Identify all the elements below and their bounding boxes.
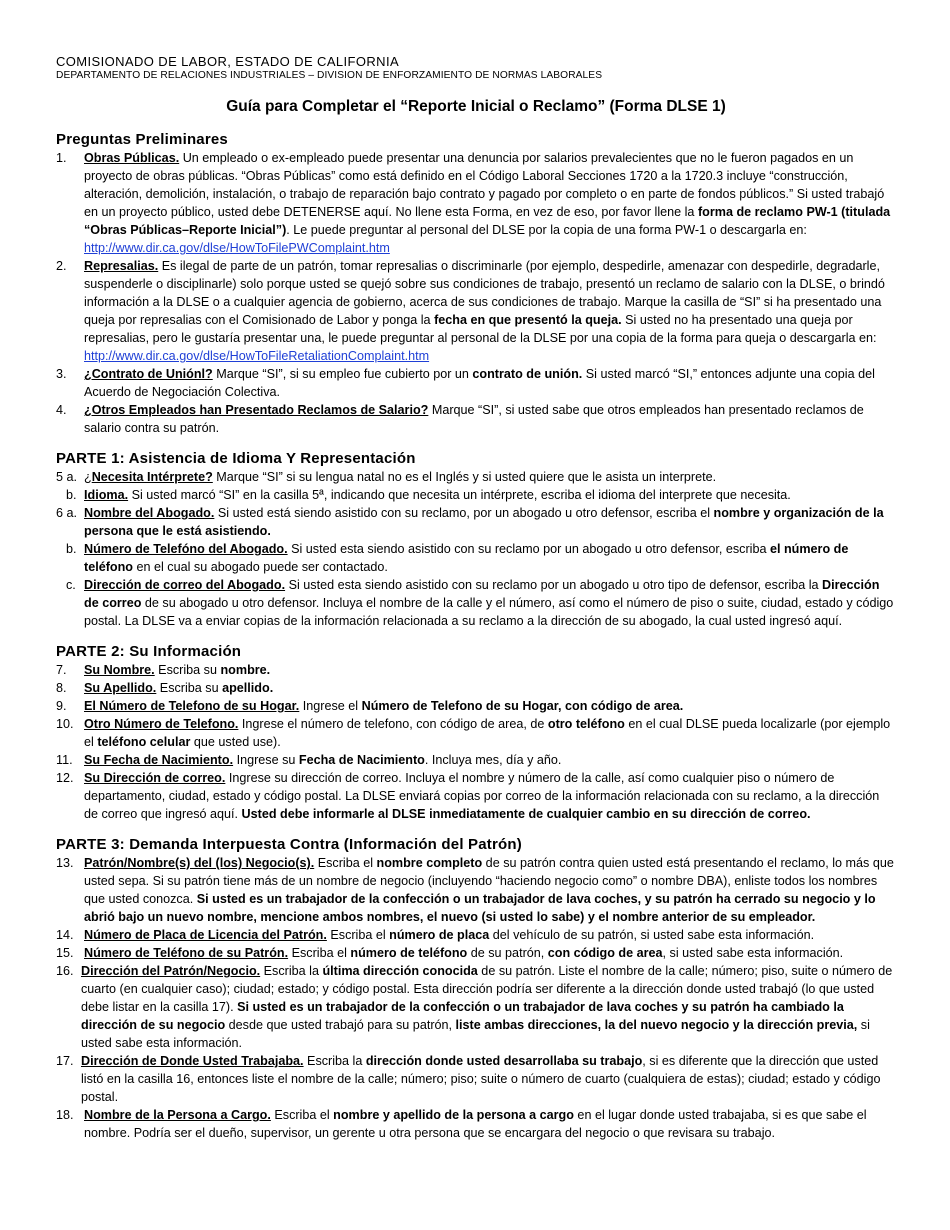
item-label: Su Nombre. [84, 663, 155, 677]
item-label: Su Fecha de Nacimiento. [84, 753, 234, 767]
item-text: Escriba la [260, 964, 323, 978]
item-bold-text: con código de area [547, 946, 663, 960]
item-number: 2. [56, 259, 67, 273]
item-bold-text: el número de teléfono [84, 542, 849, 574]
item-number: 12. [56, 771, 74, 785]
item-text: Escriba la [303, 1054, 366, 1068]
item-bold-text: nombre completo [376, 856, 483, 870]
item-bold-text: otro teléfono [547, 717, 625, 731]
item-number: 8. [56, 681, 67, 695]
list-item-7 [56, 661, 896, 679]
item-label: Dirección del Patrón/Negocio. [81, 964, 261, 978]
list-item-1 [56, 149, 896, 257]
item-label: Número de Placa de Licencia del Patrón. [84, 928, 327, 942]
item-text: Marque “SI”, si usted sabe que otros empleados han presentado reclamos de salario contra su patrón. [84, 403, 864, 435]
item-text: Si usted esta siendo asistido con su reclamo por un abogado u otro defensor, escriba [287, 542, 770, 556]
item-number: 5 a. [56, 470, 78, 484]
item-text: Escriba el [270, 1108, 334, 1122]
list-item-6c [56, 576, 896, 630]
item-bold-text: última dirección conocida [322, 964, 478, 978]
item-text: Escriba el [326, 928, 390, 942]
list-item-11 [56, 751, 896, 769]
item-text: , si es diferente que la dirección que usted listó en la casilla 16, entonces liste el nombre de la calle; número; piso; suite o número de cuarto (cualquiera de estas); ciudad; estado y código postal. [81, 1054, 881, 1104]
item-text: en el cual su abogado puede ser contactado. [132, 560, 388, 574]
item-text: Marque “SI”, si su empleo fue cubierto por un [212, 367, 473, 381]
list-item-6a [56, 504, 896, 540]
list-item-5b [56, 486, 896, 504]
item-text: de su patrón contra quien usted está presentando el reclamo, lo más que usted sepa. Si su patrón tiene más de un nombre de negocio (incluyendo “haciendo negocio como” o nombre DBA), enliste todos los nombres que usted conozca. [84, 856, 894, 906]
item-text: , si usted sabe esta información. [662, 946, 844, 960]
item-text: Si usted no ha presentado una queja por represalias, pero le gustaría presentar una, le puede preguntar al personal de la DLSE por una copia de la forma para queja o descargarla en: [84, 313, 877, 345]
item-bold-text: forma de reclamo PW-1 (titulada “Obras Públicas–Reporte Inicial”) [84, 205, 891, 237]
item-text: Si usted marcó “SI” en la casilla 5ª, indicando que necesita un intérprete, escriba el idioma del interprete que necesita. [128, 488, 791, 502]
list-item-6b [56, 540, 896, 576]
item-text: Escriba el [288, 946, 351, 960]
item-text: en el cual DLSE pueda localizarle (por ejemplo el [84, 717, 891, 749]
item-label: Otro Número de Telefono. [84, 717, 239, 731]
list-item-17 [56, 1052, 896, 1106]
item-bold-text: nombre y organización de la persona que le está asistiendo. [84, 506, 884, 538]
item-label: El Número de Telefono de su Hogar. [84, 699, 300, 713]
item-text: Escriba su [156, 681, 223, 695]
item-label: Número de Telefóno del Abogado. [84, 542, 288, 556]
item-text: Ingrese su [233, 753, 299, 767]
item-text: Ingrese el número de telefono, con código de area, de [238, 717, 548, 731]
department-name: DEPARTAMENTO DE RELACIONES INDUSTRIALES – DIVISION DE ENFORZAMIENTO DE NORMAS LABORALES [56, 70, 603, 81]
item-text: Ingrese el [299, 699, 362, 713]
item-text: . Incluya mes, día y año. [424, 753, 562, 767]
list-item-8 [56, 679, 896, 697]
item-bold-text: nombre. [220, 663, 271, 677]
item-text: Escriba el [314, 856, 377, 870]
list-item-2 [56, 257, 896, 365]
item-text: Si usted marcó “SI,” entonces adjunte una copia del Acuerdo de Negociación Colectiva. [84, 367, 875, 399]
section-heading: PARTE 3: Demanda Interpuesta Contra (Información del Patrón) [56, 836, 522, 853]
list-item-4 [56, 401, 896, 437]
item-label: ¿Contrato de Uniónl? [84, 367, 213, 381]
item-text: del vehículo de su patrón, si usted sabe esta información. [489, 928, 815, 942]
agency-name: COMISIONADO DE LABOR, ESTADO DE CALIFORNIA [56, 54, 400, 69]
item-bold-text: Dirección de correo [84, 578, 880, 610]
item-bold-text: Si usted es un trabajador de la confección o un trabajador de lava coches y su patrón ha cambiado la dirección de su negocio [81, 1000, 844, 1032]
item-bold-text: número de placa [389, 928, 490, 942]
section-heading: PARTE 2: Su Información [56, 643, 242, 660]
item-text: Ingrese su dirección de correo. Incluya el nombre y número de la calle, así como cualquier piso o número de departamento, ciudad, estado y código postal. La DLSE enviará copias por correo de la información relacionada con su reclamo, a la dirección de correo que ingresó aquí. [84, 771, 880, 821]
item-number: 18. [56, 1108, 74, 1122]
item-text: que usted use). [190, 735, 281, 749]
list-item-3 [56, 365, 896, 401]
item-text: Si usted está siendo asistido con su reclamo, por un abogado u otro defensor, escriba el [214, 506, 714, 520]
item-label: Su Apellido. [84, 681, 157, 695]
section-preliminary [56, 130, 896, 437]
item-text: de su abogado u otro defensor. Incluya el nombre de la calle y el número, así como el número de piso o suite, ciudad, estado y código postal. La DLSE va a enviar copias de la información relacionada a su reclamo a la dirección de su abogado, la cual usted ingresó aquí. [84, 596, 894, 628]
item-number: 7. [56, 663, 67, 677]
section-part-3 [56, 835, 896, 1142]
item-label: Nombre del Abogado. [84, 506, 215, 520]
item-label: Obras Públicas. [84, 151, 180, 165]
item-label: Nombre de la Persona a Cargo. [84, 1108, 271, 1122]
item-bold-text: Si usted es un trabajador de la confección o un trabajador de lava coches, y su patrón ha cerrado su negocio y lo abrió bajo un nuevo nombre, mencione ambos nombres, el nuevo (si usted lo sabe) y el nombre anterior de su empleador. [84, 892, 876, 924]
item-bold-text: fecha en que presentó la queja. [434, 313, 622, 327]
item-text: si usted sabe esta información. [81, 1018, 870, 1050]
item-number: 3. [56, 367, 67, 381]
page-title: Guía para Completar el “Reporte Inicial o Reclamo” (Forma DLSE 1) [226, 98, 726, 115]
item-bold-text: nombre y apellido de la persona a cargo [333, 1108, 574, 1122]
item-label: Dirección de correo del Abogado. [84, 578, 286, 592]
item-label: Su Dirección de correo. [84, 771, 226, 785]
item-text: Un empleado o ex-empleado puede presentar una denuncia por salarios prevalecientes que no le fueron pagados en un proyecto de obras públicas. “Obras Públicas” como está definido en el Código Laboral Secciones 1720 a la 1720.3 incluye “construcción, alteración, demolición, instalación, o trabajo de reparación bajo contrato y pagado por completo o en parte de fondos públicos.” Si usted trabajó en un proyecto público, usted debe DETENERSE aquí. No llene esta Forma, en vez de eso, por favor llene la [84, 151, 885, 219]
item-bold-text: liste ambas direcciones, la del nuevo negocio y la dirección previa, [455, 1018, 858, 1032]
item-text: Si usted esta siendo asistido con su reclamo por un abogado u otro tipo de defensor, escriba la [285, 578, 823, 592]
item-number: 10. [56, 717, 74, 731]
item-number: 13. [56, 856, 74, 870]
item-label: Número de Teléfono de su Patrón. [84, 946, 289, 960]
item-text: de su patrón, [467, 946, 548, 960]
item-number: 6 a. [56, 506, 78, 520]
item-number: 16. [56, 964, 74, 978]
item-number: b. [66, 488, 77, 502]
item-text: desde que usted trabajó para su patrón, [225, 1018, 456, 1032]
item-bold-text: teléfono celular [97, 735, 191, 749]
section-part-1 [56, 449, 896, 630]
list-item-18 [56, 1106, 896, 1142]
item-text: en el lugar donde usted trabajaba, si es que sabe el nombre. Podría ser el dueño, supervisor, un gerente u otra persona que se encargara del negocio o que revisara su trabajo. [84, 1108, 867, 1140]
item-label: Patrón/Nombre(s) del (los) Negocio(s). [84, 856, 315, 870]
list-item-13 [56, 854, 896, 926]
item-number: 17. [56, 1054, 74, 1068]
item-text: ¿ [84, 470, 92, 484]
item-text: Marque “SI” si su lengua natal no es el Inglés y si usted quiere que le asista un interprete. [212, 470, 717, 484]
section-heading: Preguntas Preliminares [56, 131, 228, 148]
item-number: c. [66, 578, 76, 592]
list-item-5a [56, 468, 896, 486]
item-text: de su patrón. Liste el nombre de la calle; número; piso, suite o número de cuarto (en cualquier caso); ciudad; estado; y código postal. Esta dirección podría ser diferente a la dirección donde usted trabajó (lo que usted debe listar en la casilla 17). [81, 964, 893, 1014]
item-bold-text: número de teléfono [350, 946, 468, 960]
item-bold-text: contrato de unión. [472, 367, 583, 381]
item-number: b. [66, 542, 77, 556]
item-number: 4. [56, 403, 67, 417]
pw-complaint-link[interactable]: http://www.dir.ca.gov/dlse/HowToFilePWComplaint.htm [84, 241, 390, 255]
item-number: 15. [56, 946, 74, 960]
item-bold-text: apellido. [222, 681, 274, 695]
list-item-12 [56, 769, 896, 823]
item-bold-text: Número de Telefono de su Hogar, con código de area. [361, 699, 684, 713]
item-text: Es ilegal de parte de un patrón, tomar represalias o discriminarle (por ejemplo, despedirle, amenazar con despedirle, degradarle, suspenderle o disciplinarle) solo porque usted se quejó sobre sus condiciones de trabajo, presentó un reclamo de salario con la DLSE, o brindó información a la DLSE o a cualquier agencia de gobierno, acerca de sus condiciones de trabajo. Marque la casilla de “SI” si ha presentado una queja por represalias con el Comisionado de Labor y ponga la [84, 259, 885, 327]
item-label: Necesita Intérprete? [91, 470, 213, 484]
item-bold-text: dirección donde usted desarrollaba su trabajo [365, 1054, 643, 1068]
list-item-15 [56, 944, 896, 962]
item-text: . Le puede preguntar al personal del DLSE por la copia de una forma PW-1 o descargarla en: [286, 223, 807, 237]
section-heading: PARTE 1: Asistencia de Idioma Y Representación [56, 450, 416, 467]
item-text: Escriba su [154, 663, 221, 677]
item-label: ¿Otros Empleados han Presentado Reclamos de Salario? [84, 403, 429, 417]
item-bold-text: Fecha de Nacimiento [298, 753, 425, 767]
item-bold-text: Usted debe informarle al DLSE inmediatamente de cualquier cambio en su dirección de correo. [241, 807, 811, 821]
list-item-9 [56, 697, 896, 715]
item-label: Idioma. [84, 488, 129, 502]
retaliation-complaint-link[interactable]: http://www.dir.ca.gov/dlse/HowToFileRetaliationComplaint.htm [84, 349, 430, 363]
document-page [56, 54, 896, 1142]
item-number: 14. [56, 928, 74, 942]
item-number: 9. [56, 699, 67, 713]
item-label: Dirección de Donde Usted Trabajaba. [81, 1054, 304, 1068]
list-item-10 [56, 715, 896, 751]
item-number: 11. [56, 753, 73, 767]
list-item-14 [56, 926, 896, 944]
list-item-16 [56, 962, 896, 1052]
section-part-2 [56, 642, 896, 823]
item-number: 1. [56, 151, 67, 165]
item-label: Represalias. [84, 259, 159, 273]
